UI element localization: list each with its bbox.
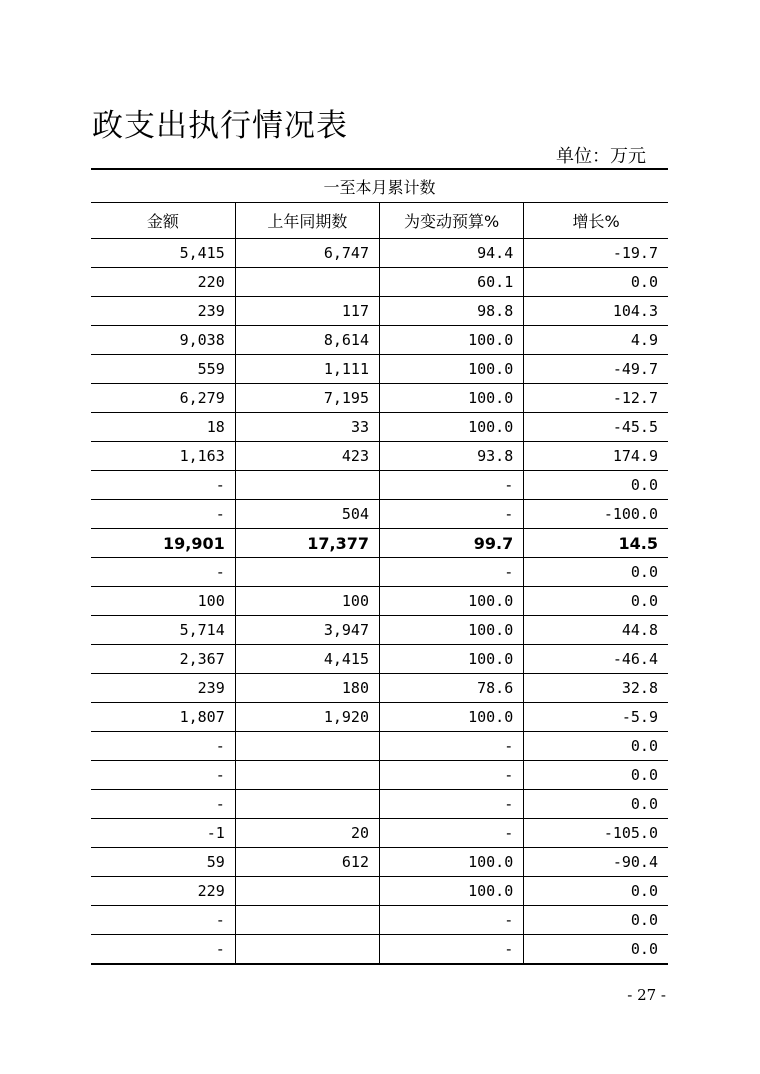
budget-percent-cell: - (380, 761, 524, 790)
table-row (91, 384, 668, 413)
column-header-growth-percent: 增长% (524, 203, 668, 239)
unit-label: 单位：万元 (556, 146, 646, 167)
budget-percent-cell: 100.0 (380, 616, 524, 645)
budget-percent-cell: - (380, 558, 524, 587)
amount-cell: -1 (91, 819, 235, 848)
budget-percent-cell: - (380, 906, 524, 935)
table-row (91, 442, 668, 471)
previous-year-cell (235, 935, 379, 965)
amount-cell: - (91, 790, 235, 819)
budget-percent-cell: 78.6 (380, 674, 524, 703)
group-header: 一至本月累计数 (91, 169, 668, 203)
growth-percent-cell: -12.7 (524, 384, 668, 413)
amount-cell: 1,807 (91, 703, 235, 732)
growth-percent-cell: 0.0 (524, 877, 668, 906)
previous-year-cell: 117 (235, 297, 379, 326)
budget-percent-cell: 100.0 (380, 384, 524, 413)
growth-percent-cell: -49.7 (524, 355, 668, 384)
amount-cell: 239 (91, 297, 235, 326)
previous-year-cell: 100 (235, 587, 379, 616)
growth-percent-cell: 32.8 (524, 674, 668, 703)
growth-percent-cell: -90.4 (524, 848, 668, 877)
previous-year-cell: 612 (235, 848, 379, 877)
growth-percent-cell: 0.0 (524, 761, 668, 790)
previous-year-cell: 4,415 (235, 645, 379, 674)
table-row (91, 732, 668, 761)
budget-percent-cell: 100.0 (380, 877, 524, 906)
amount-cell: - (91, 558, 235, 587)
budget-percent-cell: 100.0 (380, 355, 524, 384)
growth-percent-cell: -45.5 (524, 413, 668, 442)
amount-cell: - (91, 761, 235, 790)
budget-percent-cell: 100.0 (380, 703, 524, 732)
amount-cell: 6,279 (91, 384, 235, 413)
amount-cell: 239 (91, 674, 235, 703)
previous-year-cell: 7,195 (235, 384, 379, 413)
column-header-previous-year: 上年同期数 (235, 203, 379, 239)
column-header-budget-percent: 为变动预算% (380, 203, 524, 239)
growth-percent-cell: -5.9 (524, 703, 668, 732)
table-row (91, 819, 668, 848)
amount-cell: 1,163 (91, 442, 235, 471)
table-row (91, 761, 668, 790)
previous-year-cell: 504 (235, 500, 379, 529)
budget-percent-cell: 93.8 (380, 442, 524, 471)
budget-percent-cell: 98.8 (380, 297, 524, 326)
amount-cell: 100 (91, 587, 235, 616)
previous-year-cell (235, 732, 379, 761)
growth-percent-cell: 0.0 (524, 558, 668, 587)
amount-cell: - (91, 500, 235, 529)
growth-percent-cell: 0.0 (524, 471, 668, 500)
previous-year-cell (235, 790, 379, 819)
amount-cell: 5,415 (91, 239, 235, 268)
growth-percent-cell: 0.0 (524, 268, 668, 297)
budget-percent-cell: 100.0 (380, 645, 524, 674)
previous-year-cell (235, 761, 379, 790)
budget-percent-cell: 100.0 (380, 587, 524, 616)
amount-cell: 19,901 (91, 529, 235, 558)
amount-cell: 9,038 (91, 326, 235, 355)
previous-year-cell: 33 (235, 413, 379, 442)
amount-cell: 559 (91, 355, 235, 384)
table-row (91, 790, 668, 819)
table-row (91, 558, 668, 587)
budget-percent-cell: 99.7 (380, 529, 524, 558)
amount-cell: 229 (91, 877, 235, 906)
budget-percent-cell: 94.4 (380, 239, 524, 268)
previous-year-cell: 20 (235, 819, 379, 848)
budget-percent-cell: - (380, 935, 524, 965)
table-row (91, 616, 668, 645)
table-row (91, 500, 668, 529)
growth-percent-cell: -105.0 (524, 819, 668, 848)
table-row (91, 645, 668, 674)
column-header-amount: 金额 (91, 203, 235, 239)
previous-year-cell (235, 877, 379, 906)
growth-percent-cell: 0.0 (524, 790, 668, 819)
growth-percent-cell: 104.3 (524, 297, 668, 326)
amount-cell: 18 (91, 413, 235, 442)
previous-year-cell: 3,947 (235, 616, 379, 645)
table-row (91, 471, 668, 500)
previous-year-cell (235, 268, 379, 297)
budget-percent-cell: 60.1 (380, 268, 524, 297)
table-row (91, 326, 668, 355)
budget-percent-cell: - (380, 471, 524, 500)
table-row (91, 587, 668, 616)
table-row (91, 239, 668, 268)
growth-percent-cell: 0.0 (524, 587, 668, 616)
table-row (91, 906, 668, 935)
previous-year-cell: 1,920 (235, 703, 379, 732)
previous-year-cell (235, 471, 379, 500)
table-row (91, 877, 668, 906)
amount-cell: - (91, 935, 235, 965)
previous-year-cell (235, 906, 379, 935)
growth-percent-cell: 174.9 (524, 442, 668, 471)
amount-cell: - (91, 732, 235, 761)
page-title: 政支出执行情况表 (92, 108, 348, 144)
amount-cell: 220 (91, 268, 235, 297)
previous-year-cell: 8,614 (235, 326, 379, 355)
budget-percent-cell: - (380, 790, 524, 819)
table-row (91, 848, 668, 877)
growth-percent-cell: 0.0 (524, 935, 668, 965)
amount-cell: 59 (91, 848, 235, 877)
growth-percent-cell: -46.4 (524, 645, 668, 674)
table-row (91, 297, 668, 326)
amount-cell: - (91, 906, 235, 935)
table-row (91, 935, 668, 965)
growth-percent-cell: 0.0 (524, 906, 668, 935)
budget-percent-cell: 100.0 (380, 326, 524, 355)
growth-percent-cell: 0.0 (524, 732, 668, 761)
budget-percent-cell: 100.0 (380, 848, 524, 877)
previous-year-cell (235, 558, 379, 587)
table-row (91, 413, 668, 442)
previous-year-cell: 17,377 (235, 529, 379, 558)
previous-year-cell: 423 (235, 442, 379, 471)
budget-percent-cell: - (380, 819, 524, 848)
budget-percent-cell: 100.0 (380, 413, 524, 442)
page-number: - 27 - (627, 986, 666, 1004)
growth-percent-cell: -100.0 (524, 500, 668, 529)
amount-cell: 2,367 (91, 645, 235, 674)
table-row (91, 529, 668, 558)
table-row (91, 674, 668, 703)
growth-percent-cell: -19.7 (524, 239, 668, 268)
table-row (91, 268, 668, 297)
expenditure-table (91, 168, 668, 965)
growth-percent-cell: 4.9 (524, 326, 668, 355)
budget-percent-cell: - (380, 732, 524, 761)
previous-year-cell: 180 (235, 674, 379, 703)
amount-cell: 5,714 (91, 616, 235, 645)
table-body (91, 239, 668, 965)
table-row (91, 703, 668, 732)
budget-percent-cell: - (380, 500, 524, 529)
growth-percent-cell: 14.5 (524, 529, 668, 558)
growth-percent-cell: 44.8 (524, 616, 668, 645)
table-row (91, 355, 668, 384)
previous-year-cell: 6,747 (235, 239, 379, 268)
previous-year-cell: 1,111 (235, 355, 379, 384)
amount-cell: - (91, 471, 235, 500)
